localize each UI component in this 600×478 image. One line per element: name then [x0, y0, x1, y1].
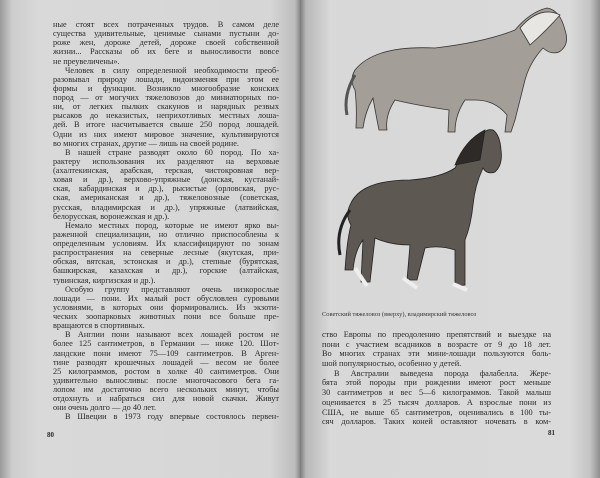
- right-page: [300, 0, 600, 478]
- text-line: более 125 сантиметров, в Германии — ниже 120. Шот-: [53, 339, 279, 349]
- text-line: шой популярностью, особенно у детей.: [322, 359, 462, 369]
- text-line: ство Европы по преодолению препятствий и выездке на: [322, 330, 551, 339]
- text-line: формы и функции. Возникло многообразие конских: [53, 83, 279, 93]
- text-line: рысаков до неказистых, неприхотливых местных лоша-: [53, 111, 279, 121]
- text-line: Человек в силу определенной необходимости преоб-: [65, 65, 279, 75]
- text-line: лопом им достаточно всего нескольких минут, чтобы: [53, 385, 279, 394]
- text-line: В нашей стране разводят около 60 пород. По ха-: [65, 147, 279, 157]
- text-line: сяч долларов. Таких коней оставляют ночевать в ком-: [322, 417, 551, 427]
- text-line: (ахалтекинская, арабская, терская, чистокровная вер-: [53, 166, 279, 175]
- page-number-left: 80: [47, 431, 54, 439]
- text-line: обская, вятская, эстонская и др.), степные (бурятская,: [53, 257, 279, 267]
- soviet-heavy-horse-drawing: [346, 8, 567, 132]
- text-line: башкирская, казахская и др.), горские (алтайская,: [53, 266, 279, 276]
- text-line: оценивается в 25 тысяч долларов. А взрослые пони из: [322, 397, 551, 407]
- text-line: удивительно выносливы: после многочасового бега га-: [53, 375, 279, 385]
- text-line: во многих странах, другие — лишь на своей родине.: [53, 138, 239, 148]
- text-line: 30 сантиметров и вес 5—6 килограммов. Такой малыш: [322, 388, 551, 398]
- text-line: не преувеличены».: [53, 56, 120, 66]
- text-line: В Швеции в 1973 году впервые состоялось первен-: [65, 412, 279, 422]
- text-line: дей. В итоге насчитывается свыше 250 пород лошадей.: [53, 120, 279, 130]
- text-line: существа удивительные, ценимые сынами пустыни до-: [53, 29, 279, 39]
- text-line: они очень долго — до 40 лет.: [53, 403, 157, 413]
- text-line: Во многих странах эти мини-лошади пользуются боль-: [322, 349, 551, 359]
- text-line: белорусская, воронежская и др.).: [53, 211, 170, 221]
- text-line: ческих зоопарковых животных пони все больше пре-: [53, 312, 279, 321]
- text-line: ская, кабардинская и др.), рысистые (орловская, рус-: [53, 184, 279, 194]
- text-line: ская, американская и др.), тяжеловозные (советская,: [53, 193, 279, 203]
- text-line: разовывал природу лошади, видоизменяя при этом ее: [53, 74, 279, 84]
- text-line: ховая и др.), верхово-упряжные (донская, кустанай-: [53, 175, 279, 185]
- horse-illustration: [315, 0, 585, 305]
- text-line: ные стоят всех потраченных трудов. В самом деле: [53, 20, 279, 29]
- text-line: жизни... Рассказы об их беге и выносливости вовсе: [53, 47, 279, 57]
- text-line: роже жен, дороже детей, дороже своей собственной: [53, 38, 279, 48]
- text-line: бята этой породы при рождении имеют рост меньше: [322, 378, 551, 388]
- text-line: тувинская, киргизская и др.).: [53, 275, 156, 285]
- illustration-caption: Советский тяжеловоз (вверху), владимирский тяжеловоз: [322, 311, 477, 318]
- text-line: пони с участием всадников в возрасте от 9 до 18 лет.: [322, 339, 551, 349]
- text-line: определенным условиям. Их классифицируют по зонам: [53, 239, 279, 248]
- text-line: В Австралии выведена порода фалабелла. Жере-: [334, 368, 551, 378]
- text-line: ни, от легких пылких скакунов и нарядных резвых: [53, 102, 279, 112]
- text-line: Особую группу представляют очень низкорослые: [65, 284, 279, 294]
- right-page-text: [322, 330, 551, 427]
- text-line: В Англии пони называют всех лошадей ростом не: [65, 330, 279, 340]
- text-line: пород — от могучих тяжеловозов до миниатюрных по-: [53, 93, 279, 102]
- text-line: распространения на северные лесные (якутская, при-: [53, 248, 279, 258]
- text-line: условиями, в которых они формировались. Из экзоти-: [53, 302, 279, 312]
- text-line: Немало местных пород, которые не имеют ярко вы-: [65, 220, 279, 230]
- text-line: Одни из них имеют мировое значение, культивируются: [53, 129, 279, 139]
- text-line: ландские пони имеют 75—109 сантиметров. В Арген-: [53, 348, 279, 358]
- text-line: рактеру использования их разделяют на верховые: [53, 156, 279, 166]
- text-line: лошади — пони. Их малый рост обусловлен суровыми: [53, 293, 279, 303]
- page-number-right: 81: [548, 429, 555, 437]
- vladimir-heavy-horse-drawing: [339, 130, 502, 290]
- text-line: русская, владимирская и др.), упряжные (латвийская,: [53, 202, 279, 212]
- text-line: 25 килограммов, ростом в холке 40 сантиметров. Они: [53, 366, 279, 376]
- left-page-text: [53, 20, 279, 422]
- text-line: США, не выше 65 сантиметров, оценивались в 100 ты-: [322, 407, 551, 417]
- text-line: отдохнуть и набраться сил для новой скачки. Живут: [53, 394, 279, 404]
- text-line: вращаются в спортивных.: [53, 321, 145, 331]
- text-line: раженной специализации, но отлично приспособлены к: [53, 229, 279, 239]
- text-line: тине разводят крошечных лошадей — весом не более: [53, 357, 279, 367]
